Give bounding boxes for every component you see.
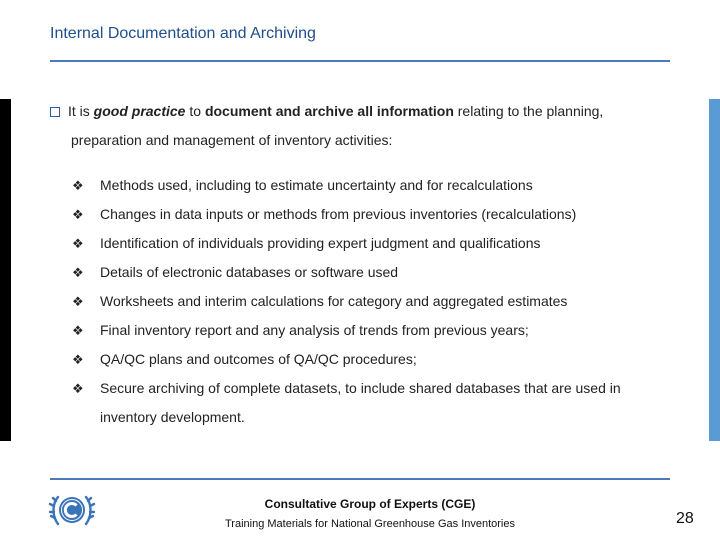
bullet-text: Identification of individuals providing expert judgment and qualifications	[100, 235, 541, 251]
bullet-text: Details of electronic databases or software used	[100, 264, 399, 280]
list-item	[72, 229, 672, 258]
unfccc-logo-icon	[48, 488, 96, 534]
bullet-text: Final inventory report and any analysis of trends from previous years;	[100, 322, 529, 338]
intro-bold: document and archive all information	[204, 103, 454, 119]
intro-prefix: It is	[68, 103, 94, 119]
bullet-text: Worksheets and interim calculations for category and aggregated estimates	[100, 293, 568, 309]
footer-divider	[50, 478, 670, 480]
bullet-list	[72, 171, 672, 432]
diamond-star-icon: ❖	[72, 323, 84, 338]
footer-organization: Consultative Group of Experts (CGE)	[264, 497, 476, 511]
bullet-text: Changes in data inputs or methods from previous inventories (recalculations)	[100, 206, 577, 222]
square-bullet-icon	[50, 107, 60, 117]
list-item	[72, 200, 672, 229]
diamond-star-icon: ❖	[72, 178, 84, 193]
list-item	[72, 258, 672, 287]
intro-line2: preparation and management of inventory activities:	[71, 132, 393, 148]
intro-suffix: relating to the planning,	[453, 103, 604, 119]
bullet-text: Secure archiving of complete datasets, to include shared databases that are used in inventory development.	[100, 380, 621, 425]
diamond-star-icon: ❖	[72, 265, 84, 280]
diamond-star-icon: ❖	[72, 236, 84, 251]
bullet-text: Methods used, including to estimate uncertainty and for recalculations	[100, 177, 533, 193]
intro-middle: to	[185, 103, 205, 119]
diamond-star-icon: ❖	[72, 352, 84, 367]
page-title: Internal Documentation and Archiving	[50, 25, 316, 42]
list-item	[72, 345, 672, 374]
bullet-text: QA/QC plans and outcomes of QA/QC procedures;	[100, 351, 417, 367]
intro-emphasis: good practice	[93, 103, 186, 119]
right-accent-bar	[709, 99, 720, 441]
list-item	[72, 316, 672, 345]
list-item	[72, 287, 672, 316]
header-divider	[50, 60, 670, 62]
list-item	[72, 374, 672, 432]
page-number: 28	[676, 510, 694, 527]
diamond-star-icon: ❖	[72, 207, 84, 222]
left-accent-bar	[0, 99, 11, 441]
list-item	[72, 171, 672, 200]
intro-paragraph	[50, 97, 690, 155]
diamond-star-icon: ❖	[72, 381, 84, 396]
diamond-star-icon: ❖	[72, 294, 84, 309]
footer-subtitle: Training Materials for National Greenhouse Gas Inventories	[224, 518, 515, 530]
